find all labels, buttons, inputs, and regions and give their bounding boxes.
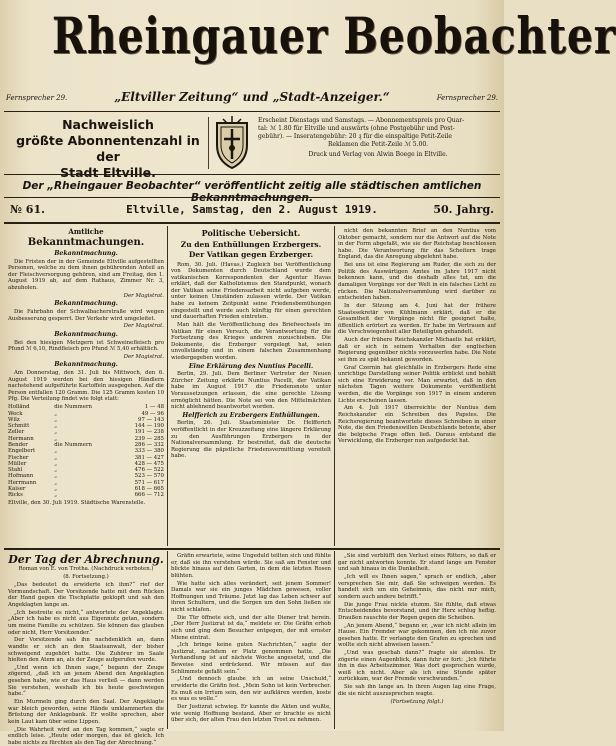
masthead-subtitle: „Eltviller Zeitung“ und „Stadt-Anzeiger.“ <box>114 90 390 104</box>
merchant-name: Herrmann <box>8 479 37 486</box>
merchant-name: Kaiser <box>8 486 26 493</box>
numbers-label: „ <box>54 410 58 417</box>
section-text: Die Fahrbahn der Schwalbacherstraße wird wegen Ausbesserung gesperrt. Der Verkehr wird umgeleitet. <box>8 308 164 322</box>
feuilleton-continuation: (8. Fortsetzung.) <box>63 574 109 581</box>
number-range: 191 — 238 <box>134 429 164 436</box>
section-heading: Bekanntmachung. <box>54 250 118 257</box>
merchant-name: Müller <box>8 460 27 467</box>
feuilleton-paragraph: Wie hatte sich alles verändert, seit jenem Sommer! Damals war sie ein junges Mädchen gewesen, voller Hoffnungen und Träume. Jetzt lag das Leben schwer auf ihren Schultern, und die Sorgen um den Sohn ließen sie nicht schlafen. <box>171 580 331 613</box>
claim-line: größte Abonnentenzahl in der <box>16 133 200 164</box>
section-text: Die Fristen der in der Gemeinde Eltville aufgestellten Personen, welche zu dem ihnen gebührenden Anteil an der Fleischversorgung gehören, sind am Freitag, den 1. August 1919 ab, auf dem Rathaus, Zimmer Nr. 3, abzuholen. <box>8 258 164 291</box>
politics-headline: Zu den Enthüllungen Erzbergers. <box>180 239 322 249</box>
number-range: 1 — 48 <box>144 404 164 411</box>
numbers-label: „ <box>54 448 58 455</box>
amtlich-closing: Eltville, den 30. Juli 1919. Städtische Warenstelle. <box>8 499 146 506</box>
feuilleton-paragraph: „Ich bestreite es nicht,“ antwortete der Angeklagte. „Aber ich habe es nicht aus Eigennutz getan, sondern um meine Familie zu schützen. Sie können das glauben oder nicht, Herr Vorsitzender.“ <box>8 609 164 636</box>
feuilleton-end: (Fortsetzung folgt.) <box>390 698 444 705</box>
column-divider <box>334 226 335 546</box>
politics-title: Politische Uebersicht. <box>201 228 301 238</box>
column-divider <box>334 551 335 729</box>
feuilleton-paragraph: Gräfin erwartete, seine Ungeduld teilten sich und fühlte er, daß sie ihn verstehen würde. Sie saß am Fenster und blickte hinaus auf den Garten, in dem die letzten Rosen blühten. <box>171 553 331 579</box>
merchant-name: Bender <box>8 442 28 448</box>
divider <box>4 174 500 175</box>
merchant-name: Ricks <box>8 492 23 499</box>
info-line: gebühr). — Inseratengebühr: 20 ₰ für die einspaltige Petit-Zeile <box>258 133 452 140</box>
number-range: 523 — 570 <box>134 473 164 480</box>
number-range: 428 — 475 <box>134 460 164 467</box>
feuilleton-paragraph: „Ich bringe keine guten Nachrichten,“ sagte der Justizrat, nachdem er Platz genommen hatte. „Die Verhandlung ist auf nächste Woche angesetzt, und die Beweise sind erdrückend. Wir müssen auf das Schlimmste gefaßt sein.“ <box>171 642 331 675</box>
section-heading: Bekanntmachung. <box>54 330 118 338</box>
feuilleton-paragraph: Sie sah ihn lange an. In ihren Augen lag eine Frage, die sie nicht auszusprechen wagte. <box>338 684 496 697</box>
amtlich-title: Bekanntmachungen. <box>27 237 145 248</box>
number-range: 571 — 617 <box>134 479 164 486</box>
feuilleton-middle-column <box>171 553 331 727</box>
feuilleton-paragraph: Der Vorsitzende sah ihn nachdenklich an, dann wandte er sich an den Staatsanwalt, der bisher schweigend zugehört hatte. Die Zuhörer im Saale hielten den Atem an, als der Zeuge aufgerufen wurde. <box>8 637 164 664</box>
politics-paragraph: Man hält die Veröffentlichung des Briefwechsels im Vatikan für einen Versuch, die Verantwortung für die Fortsetzung des Krieges anderen zuzuschieben. Die Dokumente, die Erzberger vorgelegt hat, seien unvollständig und in einem falschen Zusammenhang wiedergegeben worden. <box>171 322 331 361</box>
feuilleton-column <box>8 553 164 746</box>
section-sign: Der Magistrat. <box>123 353 164 360</box>
column-divider <box>167 551 168 729</box>
feuilleton-divider <box>4 548 500 550</box>
number-range: 49 — 96 <box>141 410 164 417</box>
politics-paragraph: Berlin, 29. Juli. Dem Berliner Vertreter der Neuen Zürcher Zeitung erklärte Nuntius Pacelli, der Vatikan habe im August 1917 die Friedensnote unter Voraussetzungen erlassen, die eine gerechte Lösung ermöglicht hätten. Die Note sei von den Mittelmächten nicht ablehnend beantwortet worden. <box>171 371 331 411</box>
numbers-label: „ <box>54 467 58 474</box>
distribution-table <box>8 404 164 498</box>
politics-paragraph: Graf Czernin hat gleichfalls in Erzbergers Rede eine unrichtige Darstellung seiner Politik erblickt und behält sich eine Erwiderung vor. Man erwartet, daß in den nächsten Tagen weitere Dokumente veröffentlicht werden, die die Vorgänge von 1917 in einem anderen Lichte erscheinen lassen. <box>338 364 496 404</box>
feuilleton-byline: Roman von E. von Trotha. (Nachdruck verboten.) <box>18 566 154 572</box>
numbers-label: „ <box>54 416 58 423</box>
info-line: Reklamen die Petit-Zeile ℳ 5.00. <box>327 141 429 148</box>
number-range: 476 — 522 <box>134 467 164 474</box>
merchant-name: Stahl <box>8 467 23 474</box>
merchant-name: Weck <box>8 410 23 417</box>
amtlich-title-small: Amtliche <box>68 227 104 236</box>
number-range: 286 — 332 <box>134 442 164 448</box>
merchant-name: Engelbert <box>8 448 36 455</box>
info-line: tal: ℳ 1.80 für Eltville und auswärts (ohne Postgebühr und Post- <box>258 125 455 132</box>
merchant-name: Holländ <box>8 404 30 411</box>
feuilleton-paragraph: „Sie sind verblüfft den Verlust eines Ritters, so daß er gar nicht antworten konnte. Er stand lange am Fenster und sah hinaus in die Dunkelheit. <box>338 553 496 573</box>
dateline <box>4 200 500 220</box>
feuilleton-paragraph: „Ich will es Ihnen sagen,“ sprach er endlich, „aber versprechen Sie mir, daß Sie schweigen werden. Es handelt sich um ein Geheimnis, das nicht nur mich, sondern auch andere betrifft.“ <box>338 573 496 600</box>
section-heading: Bekanntmachung. <box>54 361 118 369</box>
info-line: Erscheint Dienstags und Samstags. — Abonnementspreis pro Quar- <box>258 117 465 124</box>
banner: Der „Rheingauer Beobachter“ veröffentlicht zeitig alle städtischen amtlichen Bekanntmachungen. <box>22 180 482 204</box>
numbers-label: die Nummern <box>54 404 93 411</box>
number-range: 381 — 427 <box>134 454 164 461</box>
numbers-label: „ <box>54 492 58 499</box>
numbers-label: „ <box>54 454 58 461</box>
feuilleton-paragraph: Ein Murmeln ging durch den Saal. Der Angeklagte war bleich geworden, seine Hände umklammerten die Brüstung der Anklagebank. Er wollte sprechen, aber kein Laut kam über seine Lippen. <box>8 699 164 725</box>
numbers-label: „ <box>54 423 58 430</box>
numbers-label: „ <box>54 429 58 436</box>
town-crest-icon <box>211 115 253 171</box>
politics-paragraph: Bei uns ist eine Regierung am Ruder, die sich zu der Politik des Auswärtigen Amtes im Jahre 1917 nicht bekennen kann, und die deshalb alles tut, um die damaligen Vorgänge vor der Welt in ein falsches Licht zu rücken. Die Nationalversammlung wird darüber zu entscheiden haben. <box>338 262 496 302</box>
merchant-name: Schmitt <box>8 423 30 430</box>
amtliche-column <box>8 228 164 544</box>
numbers-label: „ <box>54 473 58 480</box>
feuilleton-paragraph: Der Justizrat schwieg. Er kannte die Akten und wußte, wie wenig Hoffnung bestand. Aber er brachte es nicht über sich, der alten Frau den letzten Trost zu nehmen. <box>171 704 331 724</box>
number-range: 239 — 285 <box>134 435 164 442</box>
subscription-info <box>258 117 498 159</box>
section-text: Am Donnerstag, den 31. Juli bis Mittwoch, den 6. August 1919 werden bei den hiesigen Händlern nachstehend aufgeführte Kartoffeln ausgegeben. Auf die Person entfallen 120 Gramm. Die 125 Gramm kosten 10 Pfg. Die Verteilung findet wie folgt statt: <box>8 370 164 403</box>
merchant-name: Hofmann <box>8 473 34 480</box>
column-divider <box>167 226 168 546</box>
divider <box>4 222 500 224</box>
claim-line: Stadt Eltville. <box>60 165 156 180</box>
number-range: 97 — 143 <box>138 416 164 423</box>
feuilleton-paragraph: „Die Wahrheit wird an den Tag kommen,“ sagte er endlich leise. „Heute oder morgen, das ist gleich. Ich habe nichts zu fürchten als den Tag der Abrechnung.“ <box>8 726 164 746</box>
numbers-label: „ <box>54 460 58 467</box>
politics-paragraph: nicht den bekannten Brief an den Nuntius vom Oktober gemacht, sondern nur die Antwort auf die Note in der Form abgefaßt, wie sie der Reichstag beschlossen habe. Die Verantwortung für das Scheitern trage England, das die Anregung abgelehnt habe. <box>338 228 496 261</box>
masthead-title: Rheingauer Beobachter <box>51 6 616 65</box>
divider <box>4 111 500 112</box>
feuilleton-paragraph: „Das bedeutet du erwiderte ich ihm?“ rief der Vormundschaft. Der Vorsitzende hatte mit dem Rücken der Hand gegen die Tischplatte geklopft und sah den Angeklagten lange an. <box>8 582 164 608</box>
feuilleton-paragraph: „Und wenn ich Ihnen sage,“ begann der Zeuge zögernd, „daß ich an jenem Abend den Angeklagten gesehen habe, wie er das Haus verließ — dann werden Sie verstehen, weshalb ich bis heute geschwiegen habe.“ <box>8 664 164 698</box>
politics-paragraph: Rom, 30. Juli. (Havas.) Zugleich bei Veröffentlichung von Dokumenten durch Deutschland wurde dem vatikanischen Korrespondenten der Agentur Havas erklärt, daß der Katholizismus den Standpunkt, wonach der Vatikan seine Friedensarbeit nicht aufgeben werde, unter keinen Umständen zulassen würde. Der Vatikan habe zu keinem Zeitpunkt seine Friedensbemühungen eingestellt und werde auch künftig für einen gerechten und dauerhaften Frieden eintreten. <box>171 261 331 321</box>
section-sign: Der Magistrat. <box>123 292 164 299</box>
feuilleton-paragraph: „An jenem Abend,“ begann er, „war ich nicht allein im Hause. Ein Fremder war gekommen, den ich nie zuvor gesehen hatte. Er verlangte den Grafen zu sprechen und wollte sich nicht abweisen lassen.“ <box>338 622 496 649</box>
feuilleton-title: Der Tag der Abrechnung. <box>8 553 164 566</box>
merchant-name: Fischer <box>8 454 29 461</box>
politics-subheadline: Helfferich zu Erzbergers Enthüllungen. <box>182 411 320 419</box>
print-line: Druck und Verlag von Alwin Boege in Eltville. <box>308 151 448 158</box>
phone-right: Fernsprecher 29. <box>436 94 498 102</box>
section-heading: Bekanntmachung. <box>54 300 118 308</box>
table-row <box>8 492 164 498</box>
merchant-name: Wilz <box>8 416 20 423</box>
feuilleton-paragraph: „Und was geschah dann?“ fragte sie atemlos. Er zögerte einen Augenblick, dann fuhr er fort: „Ich führte ihn in das Arbeitszimmer. Was dort gesprochen wurde, weiß ich nicht. Aber als ich eine Stunde später zurückkam, war der Fremde verschwunden.“ <box>338 650 496 683</box>
number-range: 618 — 665 <box>134 486 164 493</box>
phone-left: Fernsprecher 29. <box>6 94 68 102</box>
numbers-label: „ <box>54 486 58 493</box>
volume: 50. Jahrg. <box>433 203 494 216</box>
numbers-label: die Nummern <box>54 442 93 448</box>
merchant-name: Hermann <box>8 435 34 442</box>
divider <box>4 197 500 198</box>
politics-paragraph: Auch der frühere Reichskanzler Michaelis hat erklärt, daß er sich in seinem Verhalten der englischen Regierung gegenüber nichts vorzuwerfen habe. Die Note sei ihm zu spät bekannt geworden. <box>338 337 496 363</box>
section-sign: Der Magistrat. <box>123 323 164 330</box>
politics-subheadline: Eine Erklärung des Nuntius Pacelli. <box>188 362 314 370</box>
section-text: Bei den hiesigen Metzgern ist Schweinefleisch pro Pfund ℳ 6,10, Rindfleisch pro Pfund ℳ 5,40 erhältlich. <box>8 339 164 353</box>
circulation-claim <box>8 117 209 180</box>
claim-line: Nachweislich <box>62 117 154 132</box>
number-range: 144 — 190 <box>134 423 164 430</box>
politics-continued-column <box>338 228 496 544</box>
place-date: Eltville, Samstag, den 2. August 1919. <box>126 203 378 216</box>
feuilleton-paragraph: „Und dennoch glaube ich an seine Unschuld,“ erwiderte die Gräfin fest. „Mein Sohn ist kein Verbrecher. Es muß ein Irrtum sein, den wir aufklären werden, koste es was es wolle.“ <box>171 676 331 703</box>
feuilleton-right-column <box>338 553 496 727</box>
feuilleton-paragraph: Die Tür öffnete sich, und der alte Diener trat herein. „Der Herr Justizrat ist da,“ meldete er. Die Gräfin erhob sich und ging dem Besucher entgegen, der mit ernster Miene eintrat. <box>171 614 331 641</box>
politics-paragraph: Am 4. Juli 1917 überreichte der Nuntius dem Reichskanzler ein Schreiben des Papstes. Die Reichsregierung beantwortete dieses Schreiben in einer Note, die den Friedenswillen Deutschlands betonte, aber die belgische Frage offen ließ. Daraus entstand die Verwicklung, die Erzberger nun aufgedeckt hat. <box>338 405 496 445</box>
merchant-name: Zeller <box>8 429 25 436</box>
number-range: 333 — 380 <box>134 448 164 455</box>
politics-paragraph: Berlin, 26. Juli. Staatsminister Dr. Helfferich veröffentlicht in der Kreuzzeitung eine längere Erklärung zu den Ausführungen Erzbergers in der Nationalversammlung. Er bestreitet, daß die deutsche Regierung die päpstliche Friedensvermittlung vereitelt habe. <box>171 420 331 460</box>
politics-column <box>171 228 331 544</box>
feuilleton-paragraph: Die junge Frau nickte stumm. Sie fühlte, daß etwas Entscheidendes bevorstand, und ihr Herz schlug heftig. Draußen rauschte der Regen gegen die Scheiben. <box>338 601 496 621</box>
issue-number: № 61. <box>10 203 45 216</box>
masthead <box>8 6 616 84</box>
numbers-label: „ <box>54 435 58 442</box>
politics-headline: Der Vatikan gegen Erzberger. <box>188 250 314 259</box>
politics-paragraph: In der Sitzung am 4. Juni hat der frühere Staatssekretär von Kühlmann erklärt, daß er die Gesamtheit der Vorgänge nicht für geeignet halte, öffentlich erörtert zu werden. Er habe im Vertrauen auf die Verschwiegenheit aller Beteiligten gehandelt. <box>338 302 496 336</box>
number-range: 666 — 712 <box>134 492 164 499</box>
numbers-label: „ <box>54 479 58 486</box>
